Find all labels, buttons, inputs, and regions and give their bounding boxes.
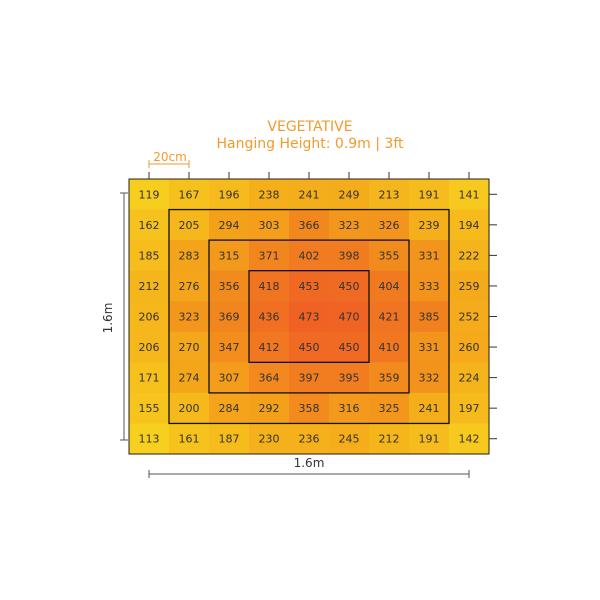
cell-value-label: 473	[298, 310, 320, 324]
cell-value-label: 323	[338, 218, 360, 232]
cell-value-label: 369	[218, 310, 240, 324]
cell-value-label: 197	[458, 402, 480, 416]
cell-value-label: 364	[258, 371, 280, 385]
cell-value-label: 222	[458, 249, 480, 263]
cell-value-label: 359	[378, 371, 400, 385]
cell-value-label: 206	[138, 341, 160, 355]
cell-value-label: 371	[258, 249, 280, 263]
cell-value-label: 418	[258, 279, 280, 293]
cell-value-label: 421	[378, 310, 400, 324]
cell-value-label: 307	[218, 371, 240, 385]
cell-value-label: 453	[298, 279, 320, 293]
cell-value-label: 260	[458, 341, 480, 355]
cell-value-label: 200	[178, 402, 200, 416]
cell-value-label: 270	[178, 341, 200, 355]
y-dimension	[101, 193, 128, 440]
cell-value-label: 292	[258, 402, 280, 416]
cell-value-label: 241	[298, 188, 320, 202]
cell-value-label: 187	[218, 432, 240, 446]
cell-value-label: 241	[418, 402, 440, 416]
cell-value-label: 212	[138, 279, 160, 293]
cell-value-label: 276	[178, 279, 200, 293]
chart-title: VEGETATIVE	[267, 119, 353, 135]
cell-value-label: 119	[138, 188, 160, 202]
cell-value-label: 283	[178, 249, 200, 263]
cell-value-label: 315	[218, 249, 240, 263]
cell-value-label: 332	[418, 371, 440, 385]
cell-value-label: 450	[338, 279, 360, 293]
heatmap-values	[139, 188, 480, 445]
scale-label: 20cm	[153, 150, 187, 164]
cell-value-label: 316	[338, 402, 360, 416]
cell-value-label: 450	[338, 341, 360, 355]
cell-value-label: 162	[138, 218, 160, 232]
cell-value-label: 395	[338, 371, 360, 385]
cell-value-label: 303	[258, 218, 280, 232]
cell-value-label: 142	[458, 432, 480, 446]
cell-value-label: 213	[378, 188, 400, 202]
cell-value-label: 259	[458, 279, 480, 293]
cell-value-label: 284	[218, 402, 240, 416]
cell-value-label: 385	[418, 310, 440, 324]
cell-value-label: 358	[298, 402, 320, 416]
cell-value-label: 404	[378, 279, 400, 293]
cell-value-label: 161	[178, 432, 200, 446]
cell-value-label: 224	[458, 371, 480, 385]
cell-value-label: 230	[258, 432, 280, 446]
cell-value-label: 412	[258, 341, 280, 355]
cell-value-label: 167	[178, 188, 200, 202]
cell-value-label: 236	[298, 432, 320, 446]
cell-value-label: 323	[178, 310, 200, 324]
cell-value-label: 191	[418, 432, 440, 446]
cell-value-label: 347	[218, 341, 240, 355]
cell-value-label: 113	[138, 432, 160, 446]
cell-value-label: 450	[298, 341, 320, 355]
cell-value-label: 252	[458, 310, 480, 324]
cell-value-label: 191	[418, 188, 440, 202]
cell-value-label: 355	[378, 249, 400, 263]
cell-value-label: 331	[418, 341, 440, 355]
cell-value-label: 326	[378, 218, 400, 232]
cell-value-label: 274	[178, 371, 200, 385]
cell-value-label: 398	[338, 249, 360, 263]
cell-value-label: 402	[298, 249, 320, 263]
cell-value-label: 249	[338, 188, 360, 202]
cell-value-label: 141	[458, 188, 480, 202]
cell-value-label: 239	[418, 218, 440, 232]
cell-value-label: 294	[218, 218, 240, 232]
cell-value-label: 366	[298, 218, 320, 232]
cell-value-label: 196	[218, 188, 240, 202]
cell-value-label: 171	[138, 371, 160, 385]
chart-subtitle: Hanging Height: 0.9m | 3ft	[216, 136, 404, 152]
cell-value-label: 185	[138, 249, 160, 263]
cell-value-label: 205	[178, 218, 200, 232]
cell-value-label: 155	[138, 402, 160, 416]
cell-value-label: 333	[418, 279, 440, 293]
cell-value-label: 238	[258, 188, 280, 202]
cell-value-label: 470	[338, 310, 360, 324]
cell-value-label: 206	[138, 310, 160, 324]
y-axis-label: 1.6m	[101, 302, 115, 334]
cell-value-label: 410	[378, 341, 400, 355]
cell-value-label: 356	[218, 279, 240, 293]
cell-value-label: 397	[298, 371, 320, 385]
x-dimension	[149, 456, 469, 478]
x-axis-label: 1.6m	[293, 456, 325, 470]
cell-value-label: 212	[378, 432, 400, 446]
cell-value-label: 331	[418, 249, 440, 263]
cell-value-label: 245	[338, 432, 360, 446]
scale-indicator	[149, 150, 189, 168]
cell-value-label: 436	[258, 310, 280, 324]
cell-value-label: 194	[458, 218, 480, 232]
cell-value-label: 325	[378, 402, 400, 416]
